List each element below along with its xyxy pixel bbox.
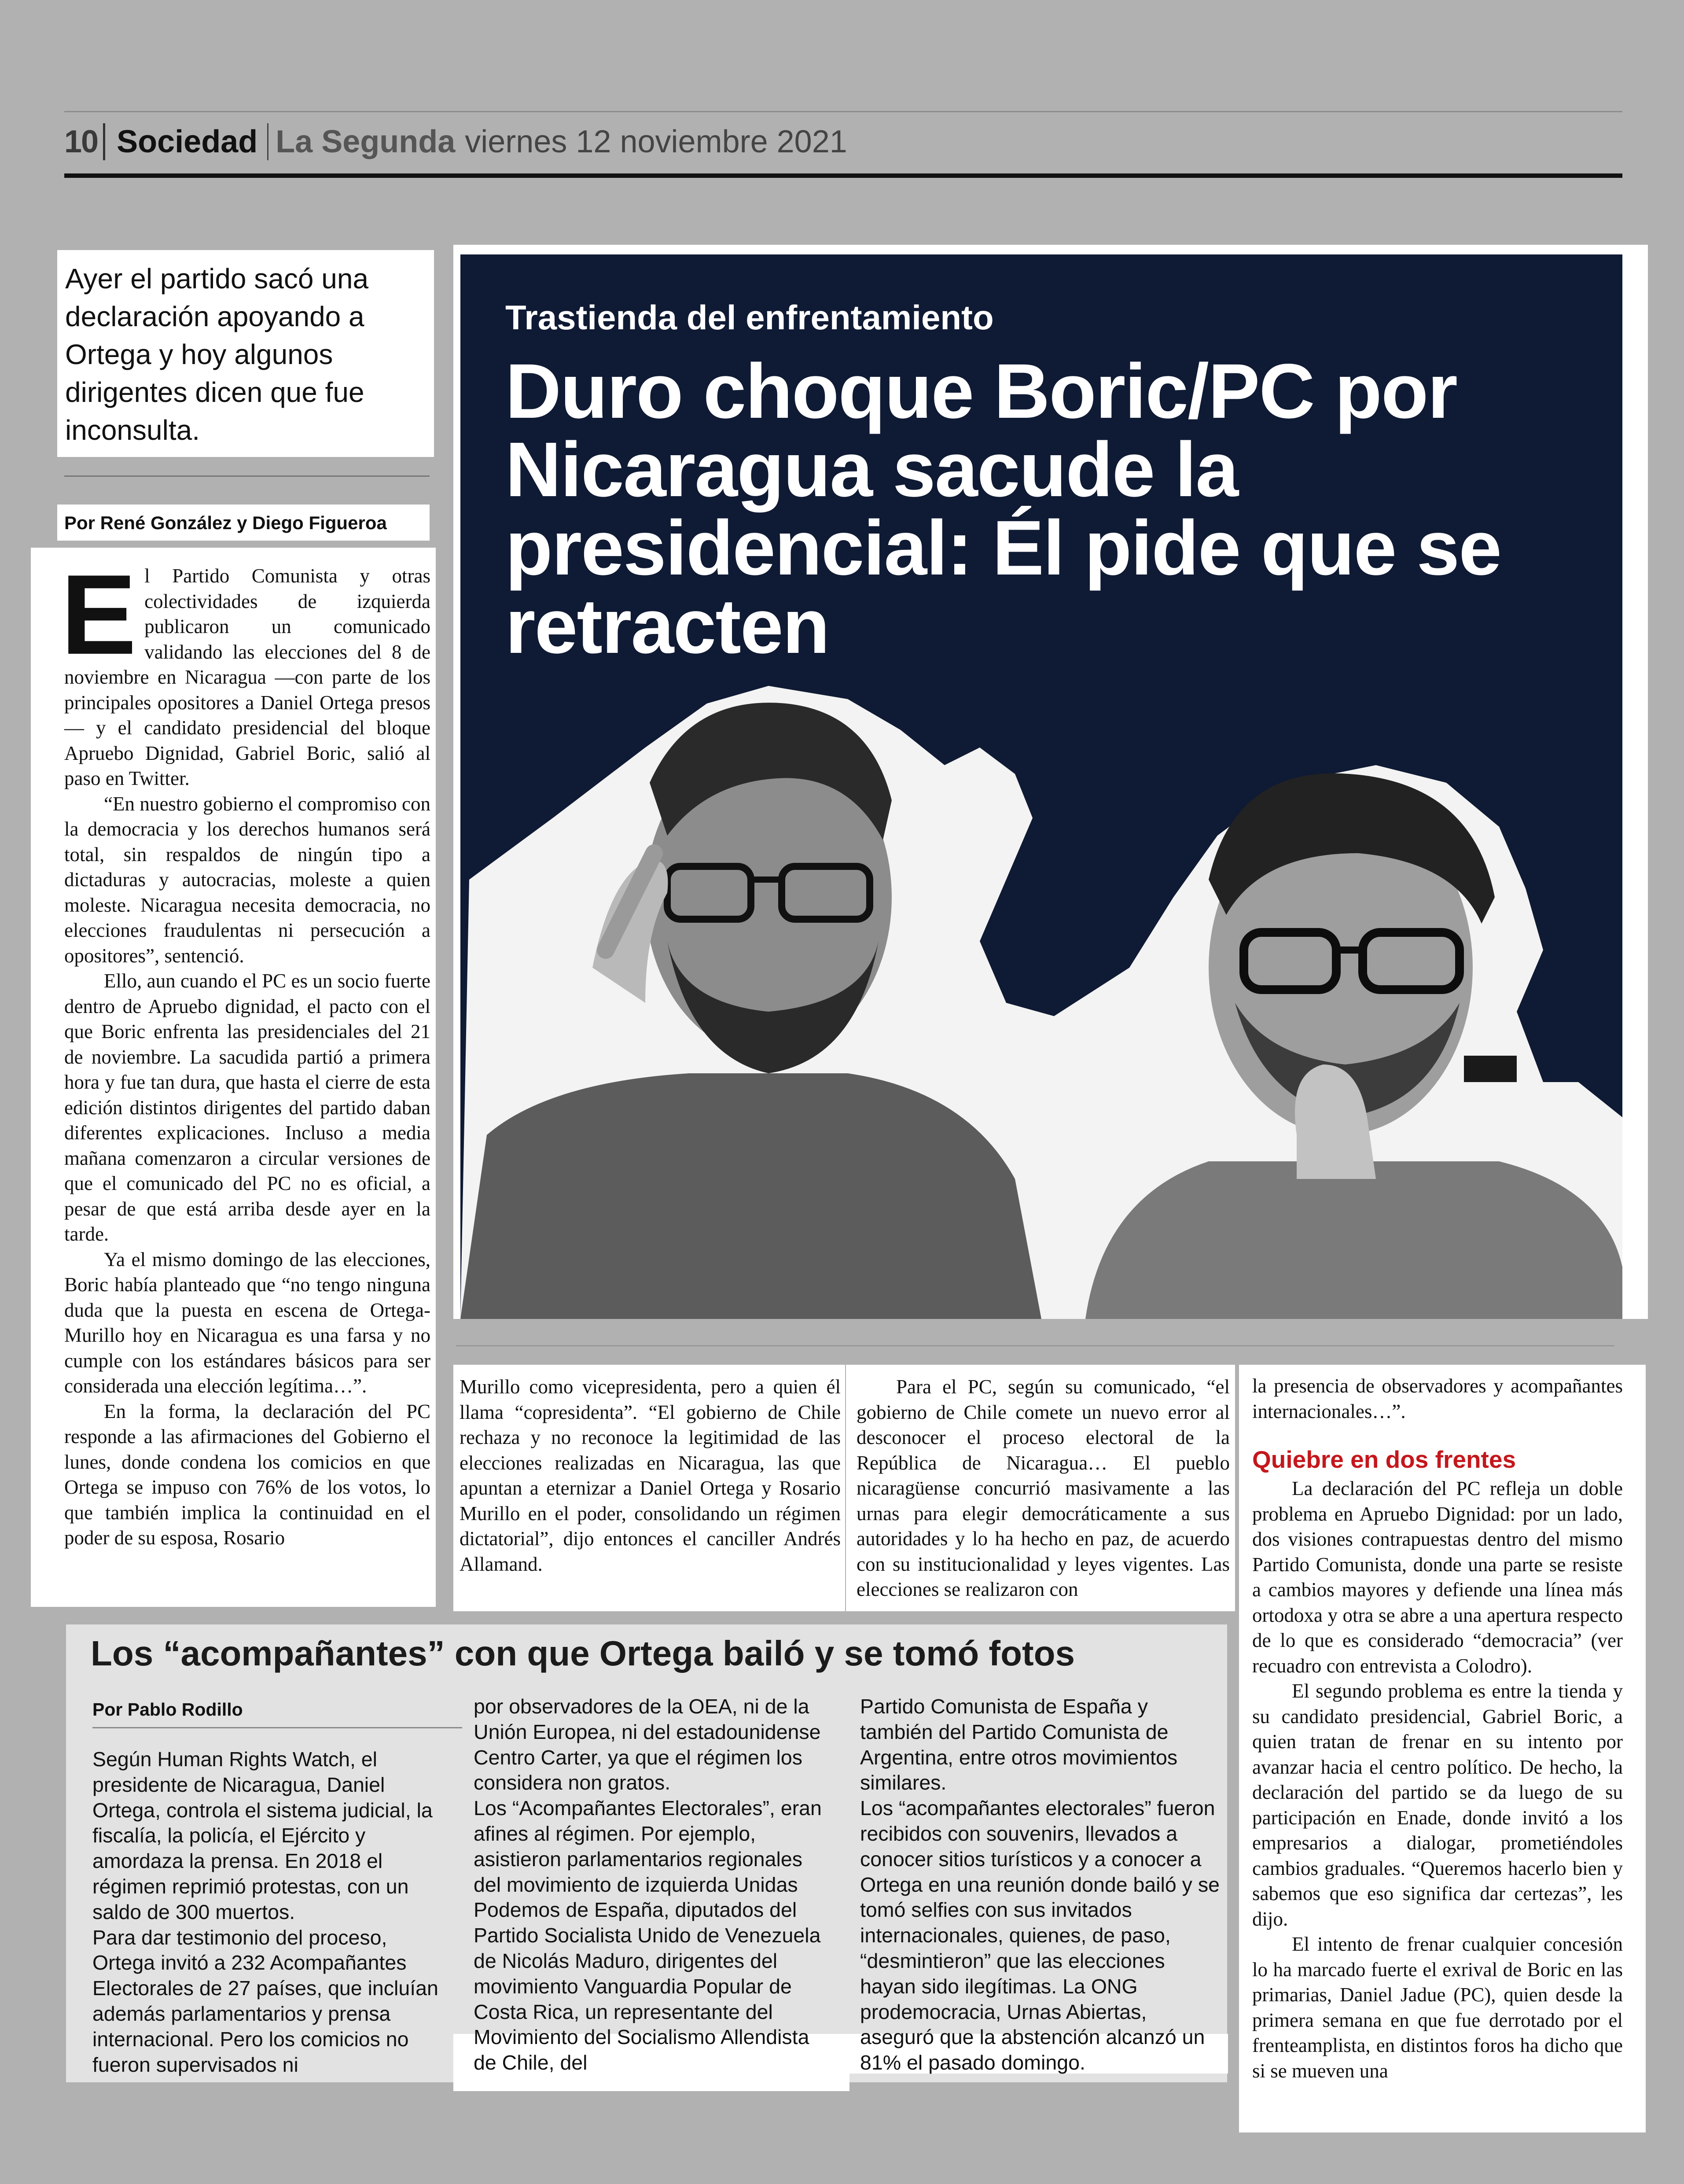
hero-kicker: Trastienda del enfrentamiento	[505, 298, 994, 337]
article-byline: Por René González y Diego Figueroa	[57, 505, 430, 541]
publication-name: La Segunda	[276, 124, 456, 159]
header-divider	[267, 123, 268, 160]
paragraph: El intento de frenar cualquier concesión lo ha marcado fuerte el exrival de Boric en las primarias, Daniel Jadue (PC), quien desde la primera semana en que fue derrotado por el frenteamplista, en distintos foros ha dicho que si se mueven una	[1252, 1933, 1623, 2082]
header-bottom-rule	[64, 173, 1622, 178]
paragraph: En la forma, la declaración del PC responde a las afirmaciones del Gobierno el lunes, donde condena los comicios en que Ortega se impuso con 76% de los votos, lo que también implica la continuidad en el poder de su esposa, Rosario	[64, 1400, 430, 1549]
article-column-2	[453, 1365, 845, 1611]
box-column-2	[474, 1694, 826, 2099]
column-rule	[456, 1345, 1614, 1346]
box-title: Los “acompañantes” con que Ortega bailó y se tomó fotos	[91, 1634, 1075, 1673]
headline: Duro choque Boric/PC por Nicaragua sacude la presidencial: Él pide que se retracten	[505, 348, 1501, 670]
paragraph: El segundo problema es entre la tienda y su candidato presidencial, Gabriel Boric, a quien tratan de frenar en su intento por avanzar hacia el centro político. De hecho, la declaración del partido se da luego de su participación en Enade, donde invitó a los empresarios a dialogar, prometiéndoles cambios graduales. “Queremos hacerlo bien y sabemos que eso significa dar certezas”, les dijo.	[1252, 1680, 1623, 1930]
header-divider	[103, 123, 105, 160]
article-column-4	[1239, 1365, 1646, 2132]
box-byline: Por Pablo Rodillo	[92, 1699, 462, 1728]
paragraph: la presencia de observadores y acompañantes internacionales…”.	[1252, 1375, 1623, 1422]
paragraph: Según Human Rights Watch, el presidente de Nicaragua, Daniel Ortega, controla el sistema judicial, la fiscalía, la policía, el Ejército y amordaza la prensa. En 2018 el régimen reprimió protestas, con un saldo de 300 muertos.	[92, 1748, 433, 1923]
deck-rule	[64, 475, 430, 477]
article-deck: Ayer el partido sacó una declaración apoyando a Ortega y hoy algunos dirigentes dicen que fue inconsulta.	[57, 250, 434, 457]
paragraph: Ya el mismo domingo de las elecciones, Boric había planteado que “no tengo ninguna duda que la puesta en escena de Ortega-Murillo hoy en Nicaragua es una farsa y no cumple con los estándares básicos para ser considerada una elección legítima…”.	[64, 1248, 430, 1397]
paragraph: Los “acompañantes electorales” fueron recibidos con souvenirs, llevados a conocer sitios turísticos y a conocer a Ortega en una reunión donde bailó y se tomó selfies con sus invitados internacionales, quienes, de paso, “desmintieron” que las elecciones hayan sido ilegítimas. La ONG prodemocracia, Urnas Abiertas, aseguró que la abstención alcanzó un 81% el pasado domingo.	[860, 1797, 1220, 2074]
page-number: 10	[64, 124, 98, 159]
paragraph: Murillo como vicepresidenta, pero a quien él llama “copresidenta”. “El gobierno de Chile rechaza y no reconoce la legitimidad de las elecciones realizadas en Nicaragua, las que apuntan a eternizar a Daniel Ortega y Rosario Murillo en el poder, consolidando un régimen dictatorial”, dijo entonces el canciller Andrés Allamand.	[460, 1376, 841, 1575]
paragraph: Partido Comunista de España y también del Partido Comunista de Argentina, entre otros movimientos similares.	[860, 1695, 1178, 1794]
paragraph: por observadores de la OEA, ni de la Unión Europea, ni del estadounidense Centro Carter, ya que el régimen los considera non gratos.	[474, 1695, 821, 1794]
article-column-3	[846, 1365, 1235, 1611]
header-top-rule	[64, 111, 1622, 112]
paragraph: Para el PC, según su comunicado, “el gobierno de Chile comete un nuevo error al desconocer el proceso electoral de la República de Nicaragua… El pueblo nicaragüense concurrió masivamente a las urnas para elegir democráticamente a sus autoridades y lo ha hecho en paz, de acuerdo con su institucionalidad y leyes vigentes. Las elecciones se realizaron con	[857, 1376, 1230, 1600]
paragraph: Ello, aun cuando el PC es un socio fuerte dentro de Apruebo dignidad, el pacto con el que Boric enfrenta las presidenciales del 21 de noviembre. La sacudida partió a primera hora y fue tan dura, que hasta el cierre de esta edición distintos dirigentes del partido daban diferentes explicaciones. Incluso a media mañana comenzaron a circular versiones de que el comunicado del PC no es oficial, a pesar de que está arriba desde ayer en la tarde.	[64, 970, 430, 1245]
drop-cap: E	[61, 551, 137, 678]
publication-date: viernes 12 noviembre 2021	[465, 124, 847, 159]
box-column-3	[860, 1694, 1221, 2099]
subhead: Quiebre en dos frentes	[1252, 1446, 1516, 1473]
paragraph: “En nuestro gobierno el compromiso con la democracia y los derechos humanos será total, sin respaldos de ningún tipo a dictaduras y autocracias, moleste a quien moleste. Nicaragua necesita democracia, no elecciones fraudulentas ni persecución a opositores”, sentenció.	[64, 792, 430, 967]
box-column-1	[92, 1747, 449, 2099]
paragraph: La declaración del PC refleja un doble problema en Apruebo Dignidad: por un lado, dos visiones contrapuestas dentro del mismo Partido Comunista, donde una parte se resiste a cambios mayores y defiende una línea más ortodoxa y otra se abre a una apertura respecto de lo que es considerado “democracia” (ver recuadro con entrevista a Colodro).	[1252, 1477, 1623, 1677]
paragraph: Los “Acompañantes Electorales”, eran afines al régimen. Por ejemplo, asistieron parlamentarios regionales del movimiento de izquierda Unidas Podemos de España, diputados del Partido Socialista Unido de Venezuela de Nicolás Maduro, dirigentes del movimiento Vanguardia Popular de Costa Rica, un representante del Movimiento del Socialismo Allendista de Chile, del	[474, 1797, 822, 2074]
paragraph: Para dar testimonio del proceso, Ortega invitó a 232 Acompañantes Electorales de 27 países, que incluían además parlamentarios y prensa internacional. Pero los comicios no fueron supervisados ni	[92, 1926, 438, 2076]
article-column-1	[31, 548, 436, 1607]
page-header	[64, 115, 1622, 168]
paragraph: l Partido Comunista y otras colectividades de izquierda publicaron un comunicado validando las elecciones del 8 de noviembre en Nicaragua —con parte de los principales opositores a Daniel Ortega presos— y el candidato presidencial del bloque Apruebo Dignidad, Gabriel Boric, salió al paso en Twitter.	[64, 565, 430, 789]
section-name: Sociedad	[117, 124, 258, 159]
